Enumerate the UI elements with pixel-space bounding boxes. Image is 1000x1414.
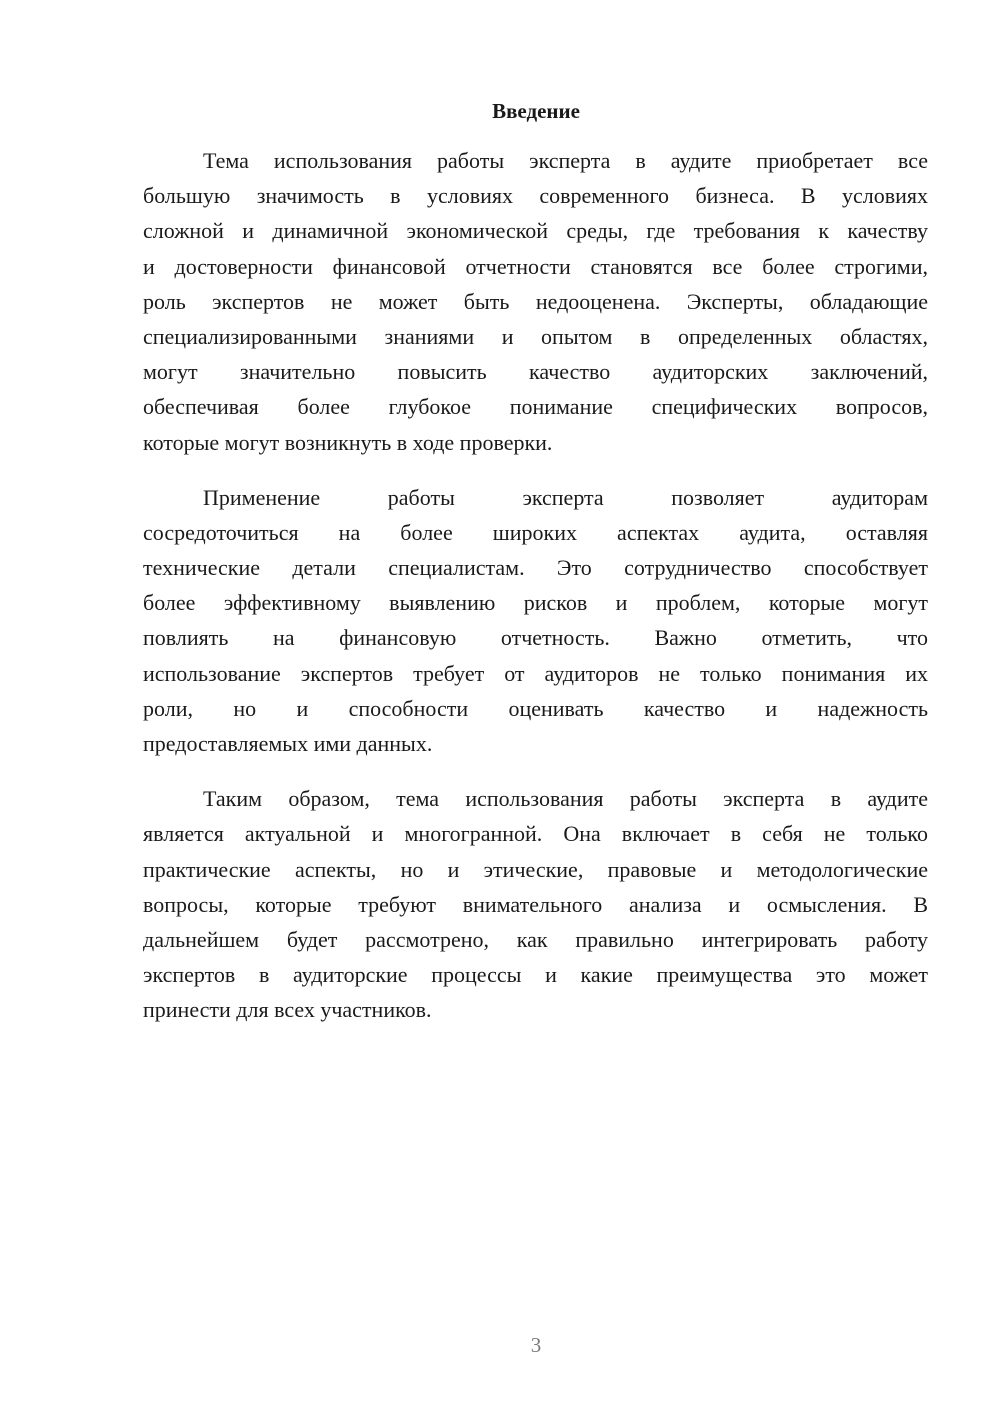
text-line: является актуальной и многогранной. Она включает в себя не только <box>143 821 928 847</box>
paragraph <box>143 480 928 762</box>
text-line: роли, но и способности оценивать качество и надежность <box>143 695 928 721</box>
text-line: дальнейшем будет рассмотрено, как правильно интегрировать работу <box>143 926 928 952</box>
text-line: Тема использования работы эксперта в аудите приобретает все <box>203 148 928 173</box>
text-line: использование экспертов требует от аудиторов не только понимания их <box>143 660 928 686</box>
section-title: Введение <box>492 99 580 123</box>
text-line: Таким образом, тема использования работы эксперта в аудите <box>203 786 928 812</box>
text-line: Применение работы эксперта позволяет аудиторам <box>203 484 928 510</box>
text-line: большую значимость в условиях современного бизнеса. В условиях <box>143 183 928 209</box>
text-line: и достоверности финансовой отчетности становятся все более строгими, <box>143 253 928 279</box>
text-line: повлиять на финансовую отчетность. Важно отметить, что <box>143 625 928 651</box>
document-body <box>143 143 928 1048</box>
text-line: сложной и динамичной экономической среды, где требования к качеству <box>143 218 928 244</box>
paragraph <box>143 781 928 1027</box>
text-line: специализированными знаниями и опытом в определенных областях, <box>143 323 928 349</box>
paragraph <box>143 143 928 460</box>
text-line: более эффективному выявлению рисков и проблем, которые могут <box>143 590 928 616</box>
text-line: могут значительно повысить качество аудиторских заключений, <box>143 359 928 385</box>
page-number: 3 <box>530 1333 542 1357</box>
text-line: предоставляемых ими данных. <box>143 731 433 756</box>
text-line: обеспечивая более глубокое понимание специфических вопросов, <box>143 394 928 420</box>
text-line: практические аспекты, но и этические, правовые и методологические <box>143 856 928 882</box>
text-line: вопросы, которые требуют внимательного анализа и осмысления. В <box>143 891 928 917</box>
text-line: принести для всех участников. <box>143 997 432 1023</box>
text-line: сосредоточиться на более широких аспектах аудита, оставляя <box>143 519 928 545</box>
text-line: экспертов в аудиторские процессы и какие преимущества это может <box>143 962 928 988</box>
text-line: технические детали специалистам. Это сотрудничество способствует <box>143 555 928 581</box>
text-line: которые могут возникнуть в ходе проверки. <box>143 429 553 455</box>
text-line: роль экспертов не может быть недооценена. Эксперты, обладающие <box>143 288 928 314</box>
